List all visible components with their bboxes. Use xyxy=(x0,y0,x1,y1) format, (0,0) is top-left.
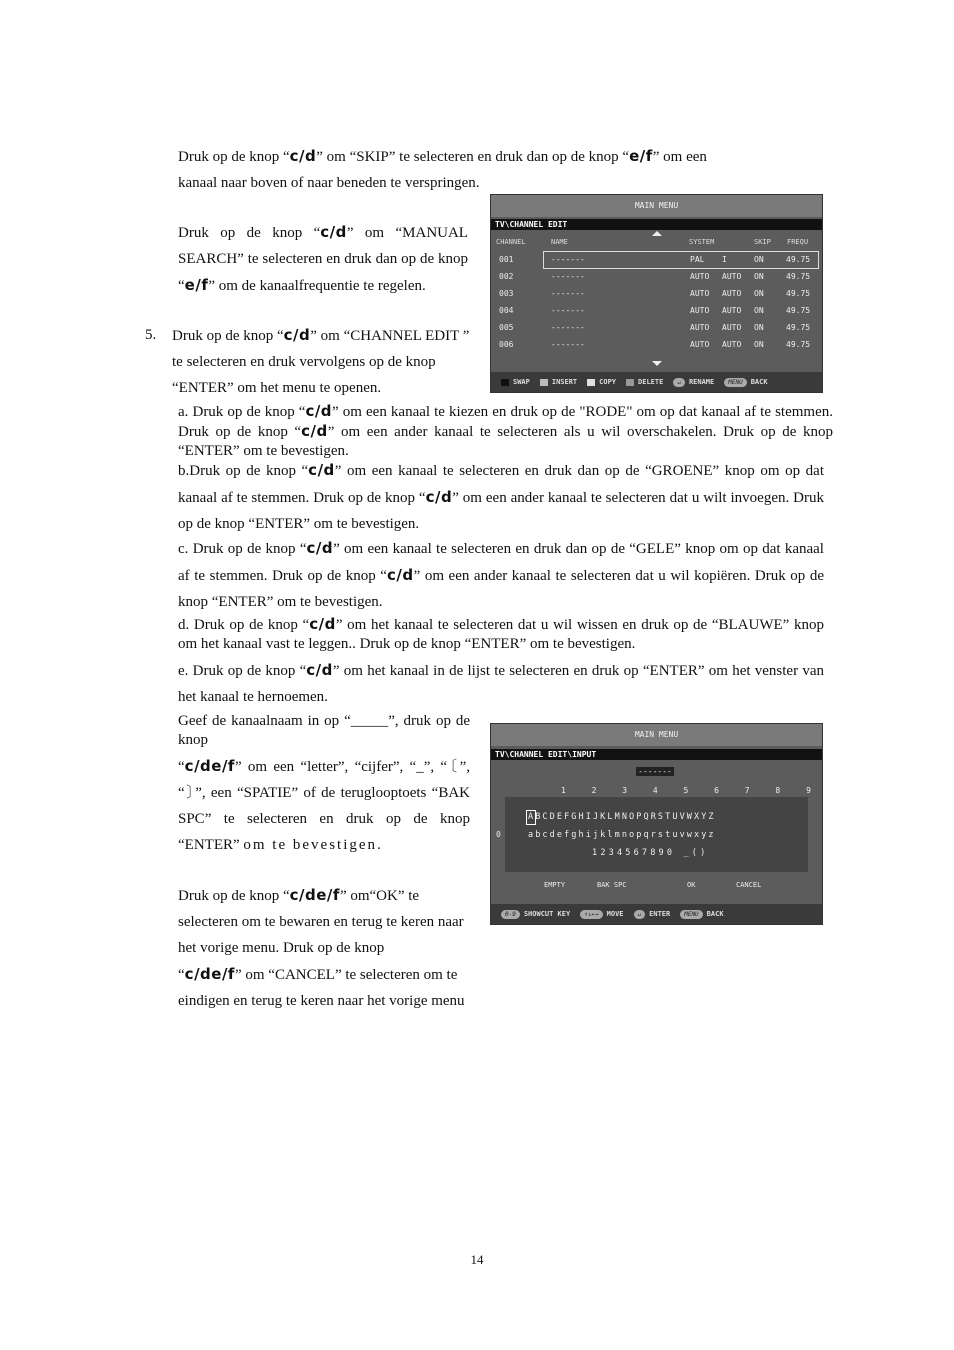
cell-freq: 49.75 xyxy=(786,306,811,315)
cell-name: ------- xyxy=(551,272,585,281)
cell-s2: AUTO xyxy=(722,306,742,315)
para-input-name: Geef de kanaalnaam in op “_____”, druk op de knop xyxy=(178,713,470,748)
enter-key-icon: ↵ xyxy=(673,378,685,387)
cell-freq: 49.75 xyxy=(786,340,811,349)
cell-name: ------- xyxy=(551,306,585,315)
key-cd: c/d xyxy=(283,326,311,344)
scroll-up-icon xyxy=(652,231,662,236)
cell-skip: ON xyxy=(754,340,764,349)
col-channel: CHANNEL xyxy=(496,238,526,246)
keyboard-lower: abcdefghijklmnopqrstuvwxyz xyxy=(528,830,716,840)
cell-s2: AUTO xyxy=(722,272,742,281)
copy-color-icon xyxy=(587,379,595,386)
cell-freq: 49.75 xyxy=(786,289,811,298)
menu-key-icon: MENU xyxy=(724,378,746,387)
channel-input-footer: 0-9 SHOWCUT KEY ↑↓←→ MOVE ↵ ENTER MENU BACK xyxy=(491,904,822,924)
cell-ch: 001 xyxy=(499,255,514,264)
cell-freq: 49.75 xyxy=(786,323,811,332)
breadcrumb: TV\CHANNEL EDIT\INPUT xyxy=(491,749,822,760)
key-cd: c/d xyxy=(305,402,333,420)
bak-spc-button: BAK SPC xyxy=(597,881,627,889)
para-manual-search: Druk op de knop “c/d” om “MANUAL SEARCH” te selecteren en druk dan op de knop “e/f” om de kanaalfrequentie te regelen. xyxy=(178,223,468,294)
col-skip: SKIP xyxy=(754,238,771,246)
digit-key-icon: 0-9 xyxy=(501,910,520,919)
key-cd: c/d xyxy=(320,223,347,241)
cell-skip: ON xyxy=(754,289,764,298)
scroll-down-icon xyxy=(652,361,662,366)
col-name: NAME xyxy=(551,238,568,246)
cell-ch: 002 xyxy=(499,272,514,281)
cell-skip: ON xyxy=(754,272,764,281)
keyboard-upper: ABCDEFGHIJKLMNOPQRSTUVWXYZ xyxy=(528,812,716,822)
cell-freq: 49.75 xyxy=(786,272,811,281)
cell-skip: ON xyxy=(754,323,764,332)
cancel-button: CANCEL xyxy=(736,881,762,889)
cell-freq: 49.75 xyxy=(786,255,811,264)
cell-s2: AUTO xyxy=(722,340,742,349)
table-row[interactable] xyxy=(491,285,822,302)
para-e-rename: e. Druk op de knop “c/d” om het kanaal in de lijst te selecteren en druk op “ENTER” om het venster van het kanaal te hernoemen. xyxy=(178,661,824,705)
para-d-delete: d. Druk op de knop “c/d” om het kanaal te selecteren dat u wil wissen en druk op de “BLAUWE” knop om het kanaal vast te leggen.. Druk op de knop “ENTER” om te bevestigen. xyxy=(178,615,824,652)
main-menu-title: MAIN MENU xyxy=(491,195,822,217)
para-input-select: “c/de/f” om een “letter”, “cijfer”, “_”, “〔”, “〕”, een “SPATIE” of de teruglooptoets “BAK SPC” te selecteren en druk op de knop “ENTER” om te bevestigen. xyxy=(178,757,470,853)
para-skip: Druk op de knop “c/d” om “SKIP” te selecteren en druk dan op de knop “e/f” om een kanaal naar boven of naar beneden te verspringen. xyxy=(178,147,707,191)
key-cd: c/d xyxy=(301,422,328,440)
key-cdef: c/de/f xyxy=(184,965,235,983)
col-system: SYSTEM xyxy=(689,238,715,246)
para-b-insert: b.Druk op de knop “c/d” om een kanaal te selecteren en druk dan op de “GROENE” knop om op dat kanaal af te stemmen. Druk op de knop “c/d” om een ander kanaal te selecteren dat u wilt invoegen. Druk op de knop “ENTER” om te bevestigen. xyxy=(178,461,825,532)
cell-skip: ON xyxy=(754,255,764,264)
para-c-copy: c. Druk op de knop “c/d” om een kanaal te selecteren en druk dan op de “GELE” knop om op dat kanaal af te stemmen. Druk op de knop “c/d” om een ander kanaal te selecteren dat u wil kopiëren. Druk op de knop “ENTER” om te bevestigen. xyxy=(178,539,824,610)
key-cd: c/d xyxy=(289,147,317,165)
key-cd: c/d xyxy=(386,566,414,584)
cell-name: ------- xyxy=(551,323,585,332)
cell-ch: 004 xyxy=(499,306,514,315)
key-cd: c/d xyxy=(425,488,453,506)
key-cd: c/d xyxy=(308,461,335,479)
cell-s2: I xyxy=(722,255,727,264)
key-cd: c/d xyxy=(309,615,336,633)
key-ef: e/f xyxy=(184,276,209,294)
cell-name: ------- xyxy=(551,289,585,298)
para-a-swap: a. Druk op de knop “c/d” om een kanaal te kiezen en druk op de "RODE" om op dat kanaal af te stemmen. Druk op de knop “c/d” om een ander kanaal te selecteren als u wil overschakelen. Druk op de knop “ENTER” om te bevestigen. xyxy=(178,402,833,459)
list-number: 5. xyxy=(145,327,157,343)
cell-s1: AUTO xyxy=(690,306,710,315)
delete-color-icon xyxy=(626,379,634,386)
channel-edit-screenshot xyxy=(490,194,823,393)
ok-button: OK xyxy=(687,881,696,889)
key-cdef: c/de/f xyxy=(184,757,235,775)
cell-s2: AUTO xyxy=(722,289,742,298)
col-freq: FREQU xyxy=(787,238,809,246)
digit-row: 1 2 3 4 5 6 7 8 9 xyxy=(561,786,811,795)
table-header xyxy=(491,237,822,248)
cell-name: ------- xyxy=(551,340,585,349)
cell-s1: AUTO xyxy=(690,340,710,349)
breadcrumb: TV\CHANNEL EDIT xyxy=(491,219,822,230)
cell-s2: AUTO xyxy=(722,323,742,332)
cell-name: ------- xyxy=(551,255,585,264)
name-field: ------- xyxy=(636,767,674,776)
main-menu-title: MAIN MENU xyxy=(491,724,822,746)
para-ok-cancel: Druk op de knop “c/de/f” om“OK” te selecteren om te bewaren en terug te keren naar het vorige menu. Druk op de knop “c/de/f” om “CANCEL” te selecteren om te eindigen en terug te keren naar het vorige menu xyxy=(178,886,465,1009)
menu-key-icon: MENU xyxy=(680,910,702,919)
enter-key-icon: ↵ xyxy=(634,910,646,919)
keyboard-numbers: 1234567890 _() xyxy=(592,848,709,858)
cell-skip: ON xyxy=(754,306,764,315)
key-cd: c/d xyxy=(306,661,333,679)
arrow-keys-icon: ↑↓←→ xyxy=(580,910,602,919)
table-row[interactable] xyxy=(491,302,822,319)
table-row[interactable] xyxy=(491,268,822,285)
insert-color-icon xyxy=(540,379,548,386)
cell-ch: 006 xyxy=(499,340,514,349)
key-cdef: c/de/f xyxy=(289,886,340,904)
empty-button: EMPTY xyxy=(544,881,566,889)
cell-s1: AUTO xyxy=(690,323,710,332)
cell-s1: PAL xyxy=(690,255,705,264)
swap-color-icon xyxy=(501,379,509,386)
table-row[interactable] xyxy=(491,319,822,336)
channel-edit-footer: SWAP INSERT COPY DELETE ↵ RENAME MENU BACK xyxy=(491,372,822,392)
para-channel-edit: Druk op de knop “c/d” om “CHANNEL EDIT ” te selecteren en druk vervolgens op de knop “ENTER” om het menu te openen. xyxy=(172,326,470,396)
key-ef: e/f xyxy=(629,147,653,165)
table-row[interactable] xyxy=(491,251,822,268)
side-zero: 0 xyxy=(496,830,501,839)
cell-s1: AUTO xyxy=(690,272,710,281)
page-number: 14 xyxy=(470,1252,484,1267)
cell-ch: 003 xyxy=(499,289,514,298)
key-cd: c/d xyxy=(306,539,334,557)
table-row[interactable] xyxy=(491,336,822,353)
cell-ch: 005 xyxy=(499,323,514,332)
channel-input-screenshot xyxy=(490,723,823,925)
cell-s1: AUTO xyxy=(690,289,710,298)
